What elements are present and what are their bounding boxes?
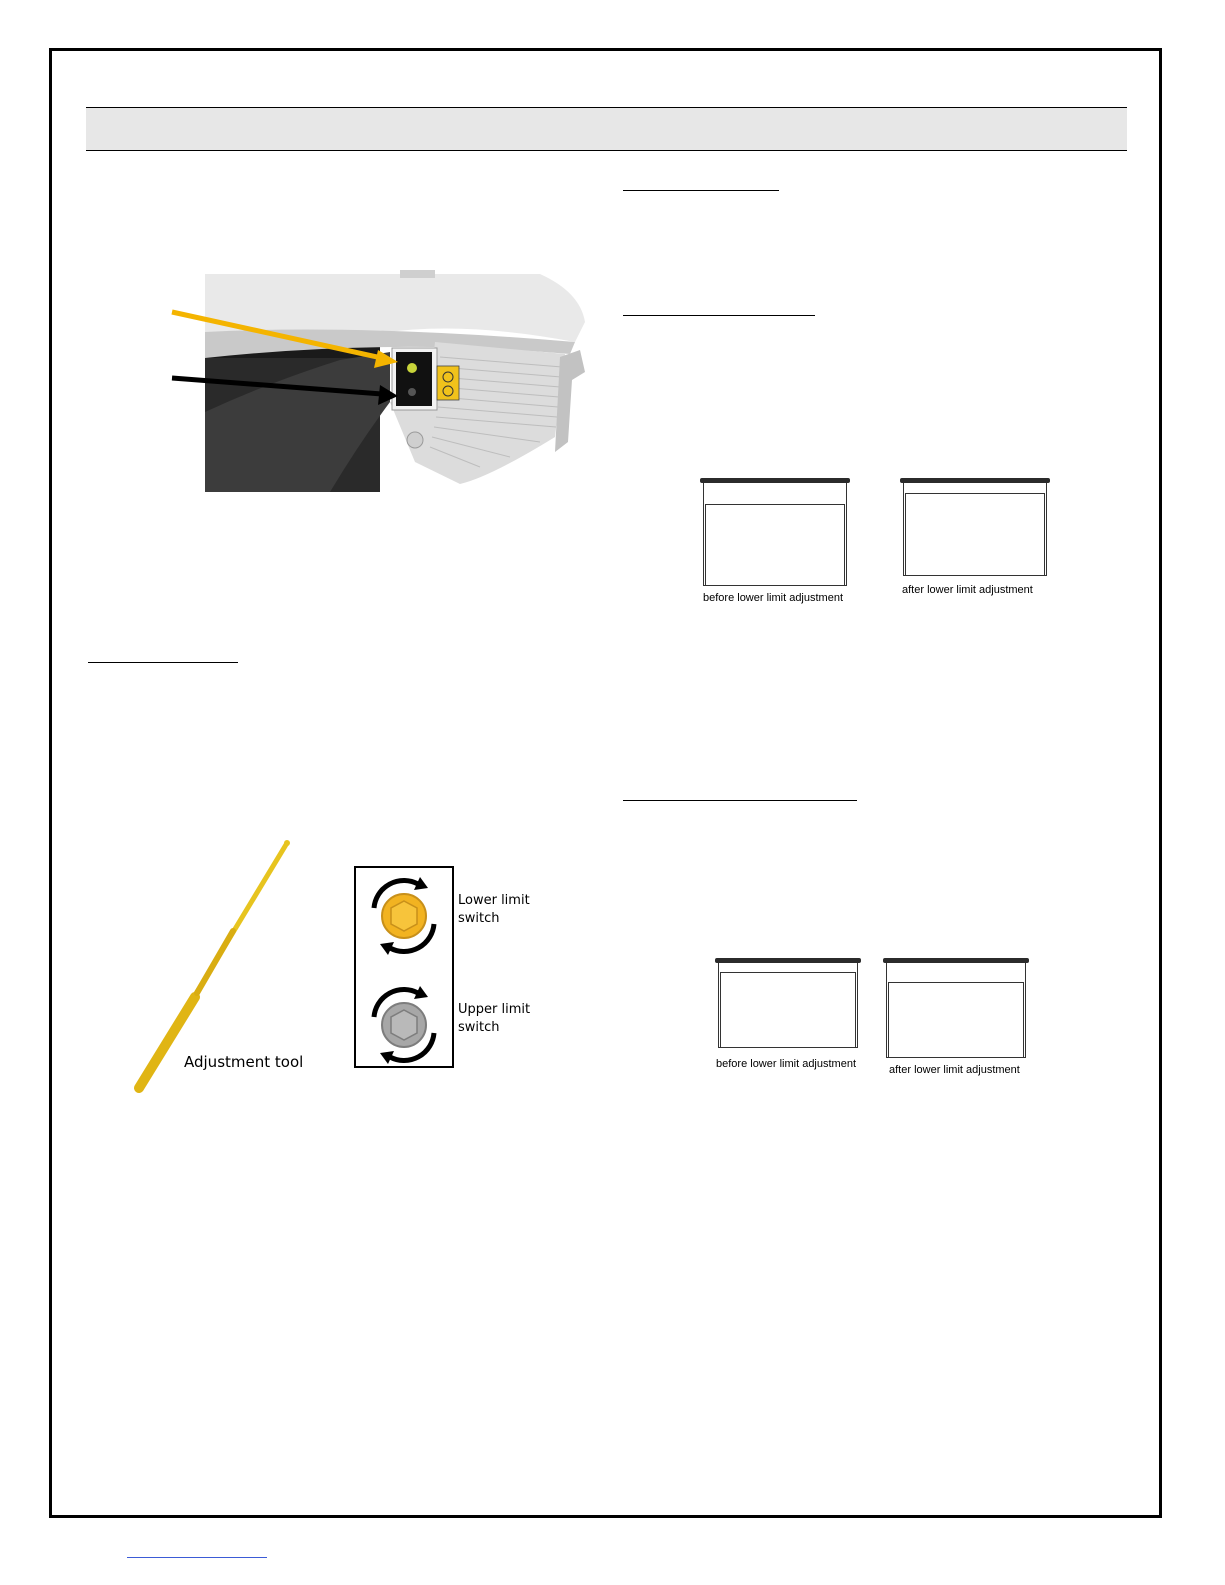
caption-after-1: after lower limit adjustment — [902, 584, 1033, 596]
heading-rule-3 — [88, 662, 238, 663]
screen-before-2 — [715, 958, 861, 1050]
caption-after-2: after lower limit adjustment — [889, 1064, 1020, 1076]
section-header-bar — [86, 107, 1127, 151]
screen-after-1 — [900, 478, 1050, 576]
caption-before-2: before lower limit adjustment — [716, 1058, 857, 1070]
caption-before-1: before lower limit adjustment — [703, 592, 844, 604]
lower-limit-switch-icon — [374, 877, 434, 955]
heading-rule-2 — [623, 315, 815, 316]
motor-housing-photo — [160, 262, 590, 494]
heading-rule-1 — [623, 190, 779, 191]
limit-switch-panel — [354, 866, 454, 1068]
upper-limit-switch-label: Upper limit switch — [458, 1002, 531, 1035]
screen-before-1 — [700, 478, 850, 588]
lower-limit-switch-label: Lower limit switch — [458, 893, 530, 926]
adjustment-tool-label: Adjustment tool — [184, 1053, 304, 1071]
upper-limit-switch-icon — [374, 986, 434, 1064]
heading-rule-4 — [623, 800, 857, 801]
screen-after-2 — [883, 958, 1029, 1058]
footer-link-underline[interactable] — [127, 1557, 267, 1558]
